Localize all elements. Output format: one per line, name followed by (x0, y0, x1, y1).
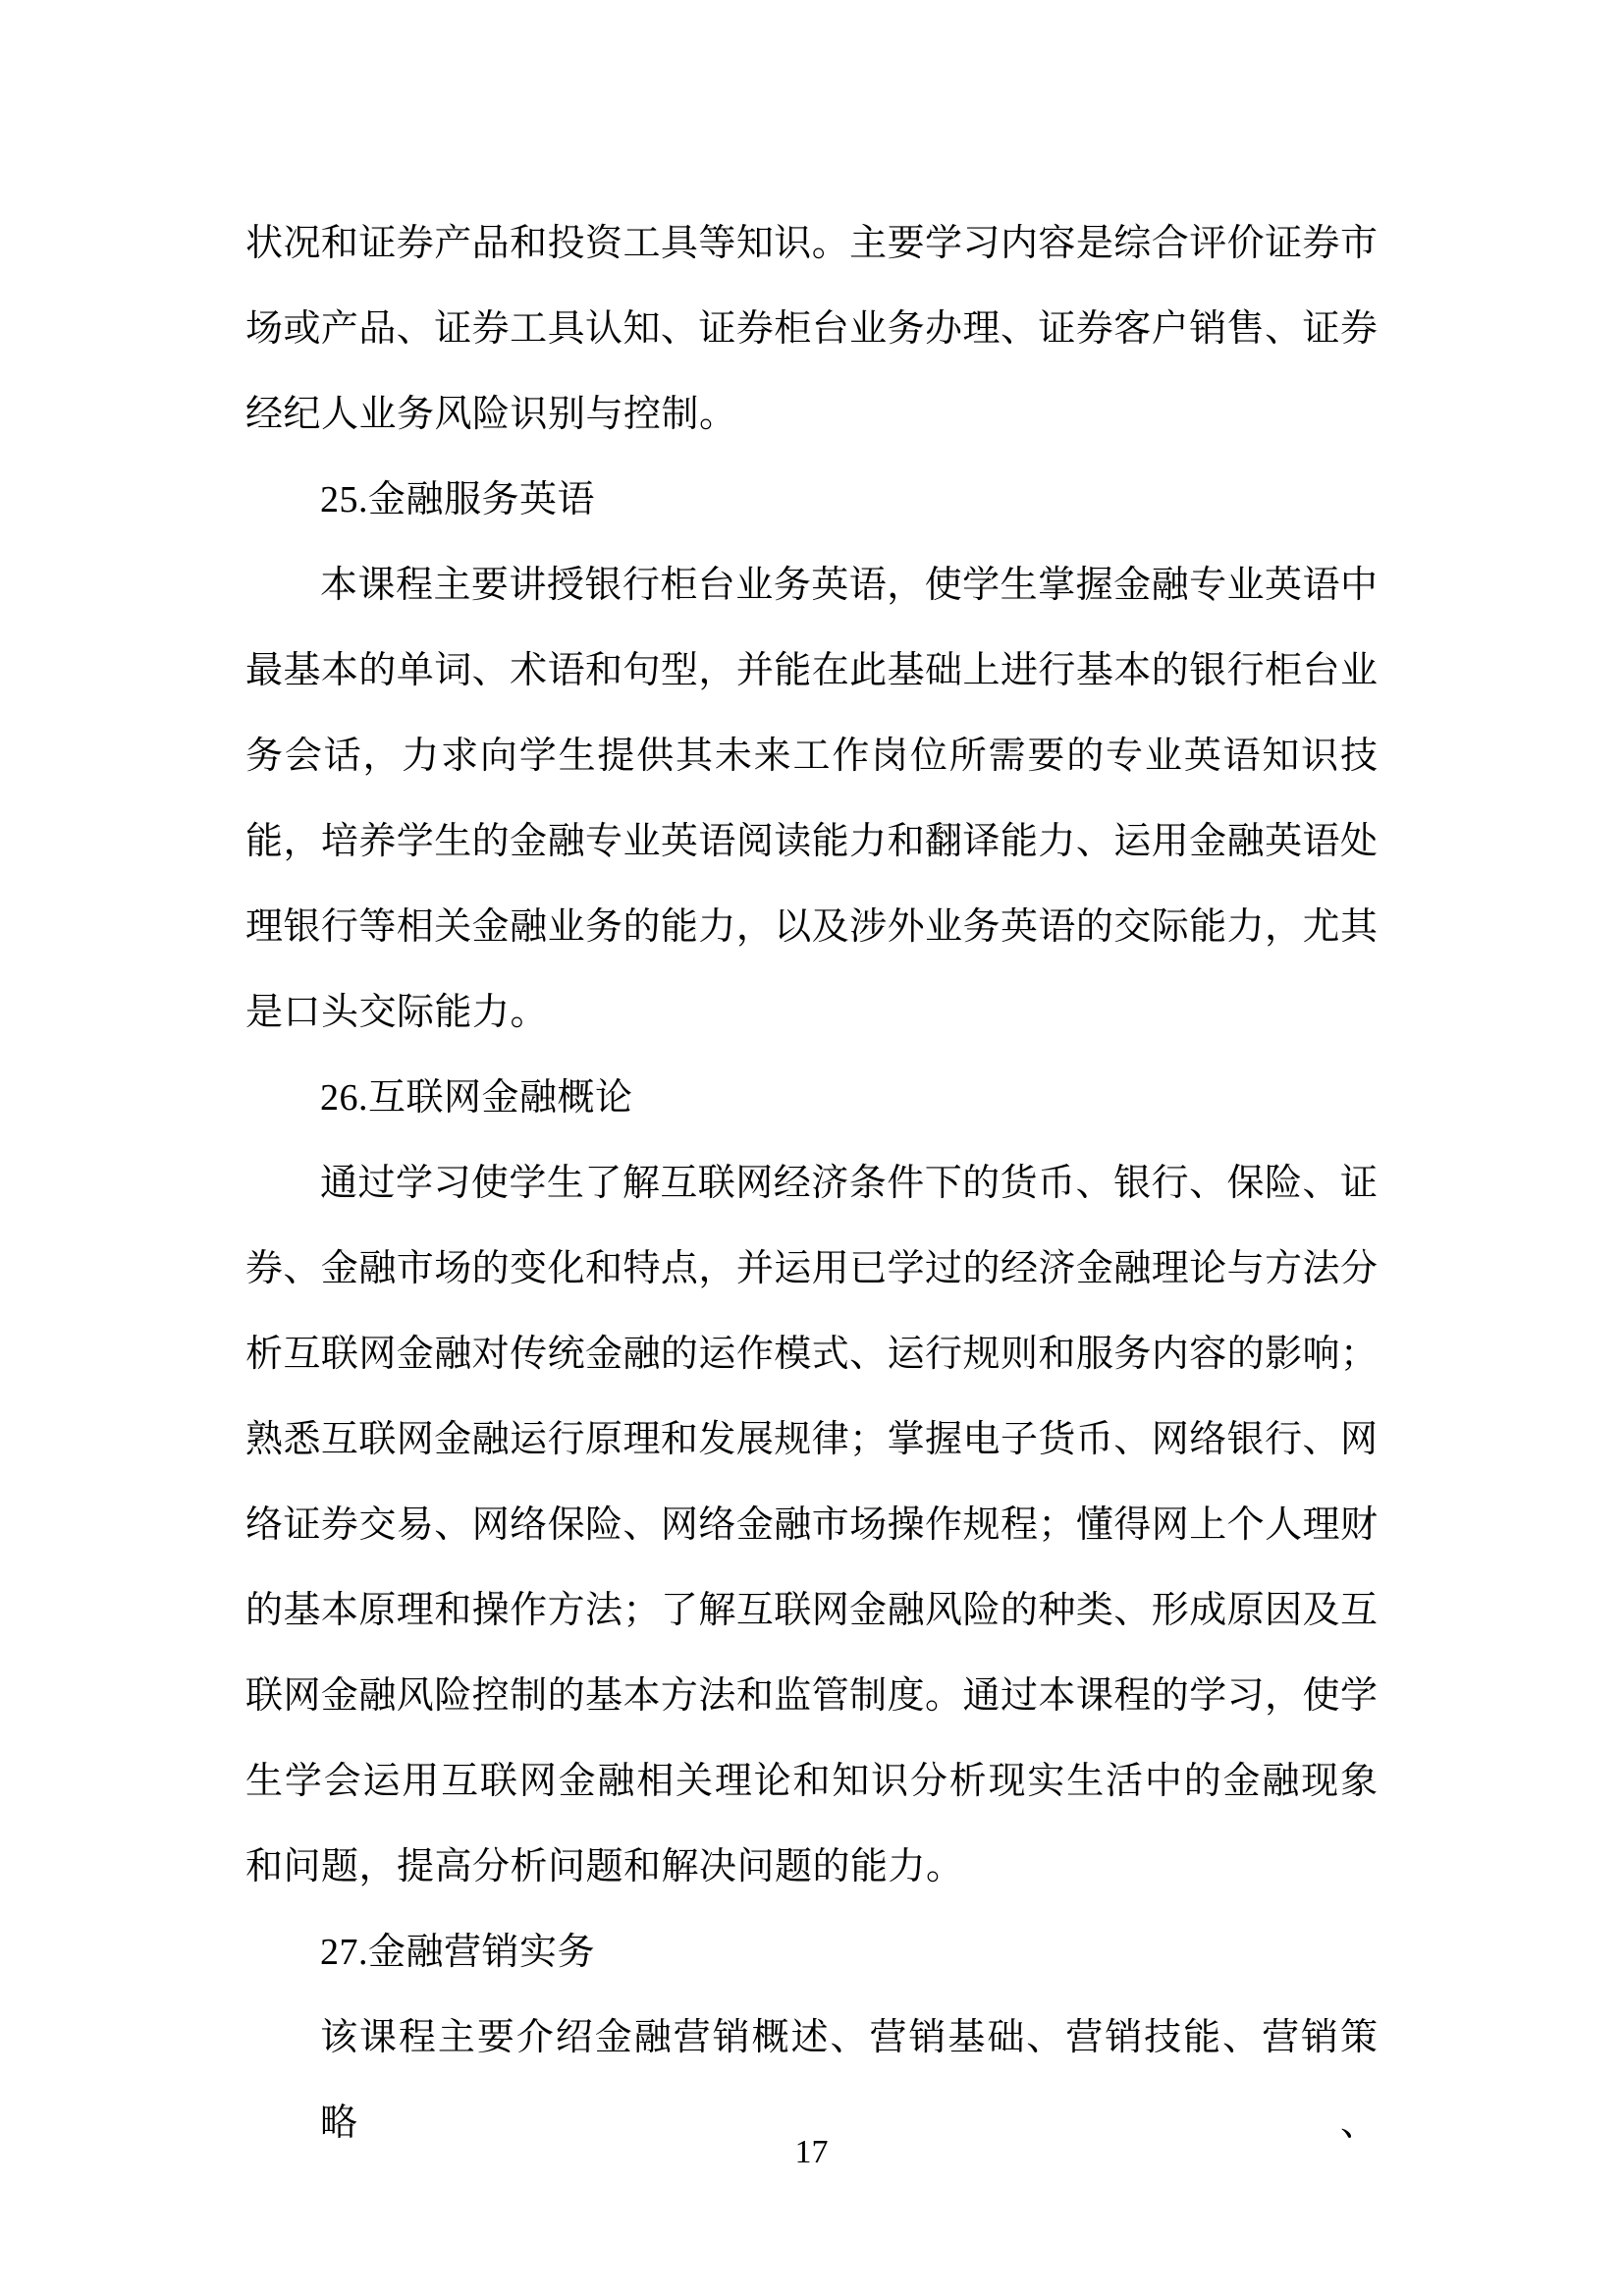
paragraph-line: 络证券交易、网络保险、网络金融市场操作规程；懂得网上个人理财 (245, 1504, 1378, 1546)
paragraph-course-26-description (245, 1141, 1378, 1910)
paragraph-line: 理银行等相关金融业务的能力，以及涉外业务英语的交际能力，尤其 (245, 906, 1378, 948)
paragraph-line: 务会话，力求向学生提供其未来工作岗位所需要的专业英语知识技 (245, 736, 1378, 777)
paragraph-securities-course-continuation (245, 201, 1378, 458)
paragraph-course-25-description (245, 543, 1378, 1056)
paragraph-line: 通过学习使学生了解互联网经济条件下的货币、银行、保险、证 (320, 1163, 1378, 1204)
document-text (245, 201, 1378, 2144)
page-number: 17 (794, 2134, 829, 2170)
heading-course-26 (245, 1056, 1378, 1141)
paragraph-line: 场或产品、证券工具认知、证券柜台业务办理、证券客户销售、证券 (245, 308, 1378, 350)
heading-line: 25.金融服务英语 (320, 479, 596, 520)
heading-line: 26.互联网金融概论 (320, 1077, 633, 1119)
paragraph-line: 的基本原理和操作方法；了解互联网金融风险的种类、形成原因及互 (245, 1590, 1378, 1631)
page-footer (0, 2133, 1623, 2172)
paragraph-line: 最基本的单词、术语和句型，并能在此基础上进行基本的银行柜台业 (245, 650, 1378, 691)
paragraph-line: 是口头交际能力。 (245, 992, 549, 1033)
heading-line: 27.金融营销实务 (320, 1932, 596, 1973)
paragraph-line: 析互联网金融对传统金融的运作模式、运行规则和服务内容的影响； (245, 1334, 1378, 1375)
heading-course-27 (245, 1910, 1378, 1995)
paragraph-line: 熟悉互联网金融运行原理和发展规律；掌握电子货币、网络银行、网 (245, 1419, 1378, 1460)
paragraph-course-27-description (245, 1995, 1378, 2144)
paragraph-line: 联网金融风险控制的基本方法和监管制度。通过本课程的学习，使学 (245, 1675, 1378, 1717)
paragraph-line: 能，培养学生的金融专业英语阅读能力和翻译能力、运用金融英语处 (245, 821, 1378, 862)
paragraph-line: 生学会运用互联网金融相关理论和知识分析现实生活中的金融现象 (245, 1761, 1378, 1802)
heading-course-25 (245, 458, 1378, 543)
paragraph-line: 状况和证券产品和投资工具等知识。主要学习内容是综合评价证券市 (245, 223, 1378, 264)
paragraph-line: 该课程主要介绍金融营销概述、营销基础、营销技能、营销策略、 (320, 2017, 1378, 2144)
paragraph-line: 券、金融市场的变化和特点，并运用已学过的经济金融理论与方法分 (245, 1248, 1378, 1289)
paragraph-line: 本课程主要讲授银行柜台业务英语，使学生掌握金融专业英语中 (320, 565, 1378, 606)
paragraph-line: 和问题，提高分析问题和解决问题的能力。 (245, 1846, 964, 1887)
paragraph-line: 经纪人业务风险识别与控制。 (245, 394, 737, 435)
